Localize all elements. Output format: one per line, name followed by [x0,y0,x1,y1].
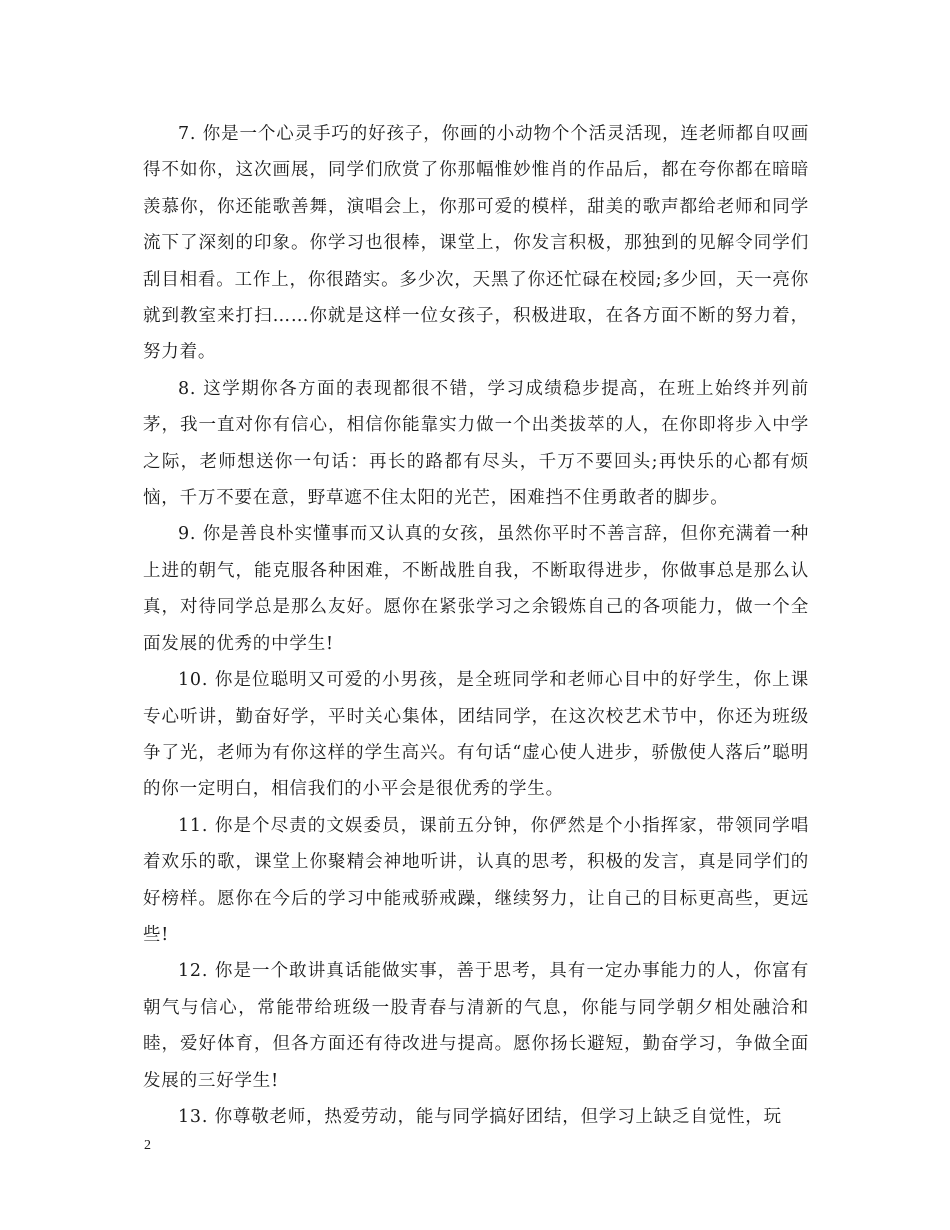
paragraph-8: 8. 这学期你各方面的表现都很不错，学习成绩稳步提高，在班上始终并列前茅，我一直对你有信心，相信你能靠实力做一个出类拔萃的人，在你即将步入中学之际，老师想送你一句话：再长的路都有尽头，千万不要回头;再快乐的心都有烦恼，千万不要在意，野草遮不住太阳的光芒，困难挡不住勇敢者的脚步。 [143,378,809,509]
paragraph-12: 12. 你是一个敢讲真话能做实事，善于思考，具有一定办事能力的人，你富有朝气与信心，常能带给班级一股青春与清新的气息，你能与同学朝夕相处融洽和睦，爱好体育，但各方面还有待改进与提高。愿你扬长避短，勤奋学习，争做全面发展的三好学生! [143,961,809,1091]
paragraph-7: 7. 你是一个心灵手巧的好孩子，你画的小动物个个活灵活现，连老师都自叹画得不如你，这次画展，同学们欣赏了你那幅惟妙惟肖的作品后，都在夸你都在暗暗羡慕你，你还能歌善舞，演唱会上，你那可爱的模样，甜美的歌声都给老师和同学流下了深刻的印象。你学习也很棒，课堂上，你发言积极，那独到的见解令同学们刮目相看。工作上，你很踏实。多少次，天黑了你还忙碌在校园;多少回，天一亮你就到教室来打扫……你就是这样一位女孩子，积极进取，在各方面不断的努力着，努力着。 [143,124,809,363]
document-body [143,116,809,1135]
paragraph-9: 9. 你是善良朴实懂事而又认真的女孩，虽然你平时不善言辞，但你充满着一种上进的朝气，能克服各种困难，不断战胜自我，不断取得进步，你做事总是那么认真，对待同学总是那么友好。愿你在紧张学习之余锻炼自己的各项能力，做一个全面发展的优秀的中学生! [143,524,809,654]
paragraph-10: 10. 你是位聪明又可爱的小男孩，是全班同学和老师心目中的好学生，你上课专心听讲，勤奋好学，平时关心集体，团结同学，在这次校艺术节中，你还为班级争了光，老师为有你这样的学生高兴。有句话“虚心使人进步，骄傲使人落后”聪明的你一定明白，相信我们的小平会是很优秀的学生。 [143,670,809,800]
paragraph-13: 13. 你尊敬老师，热爱劳动，能与同学搞好团结，但学习上缺乏自觉性，玩 [178,1106,782,1127]
page-number: 2 [144,1138,151,1153]
paragraph-11: 11. 你是个尽责的文娱委员，课前五分钟，你俨然是个小指挥家，带领同学唱着欢乐的歌，课堂上你聚精会神地听讲，认真的思考，积极的发言，真是同学们的好榜样。愿你在今后的学习中能戒骄戒躁，继续努力，让自己的目标更高些，更远些! [143,815,809,945]
